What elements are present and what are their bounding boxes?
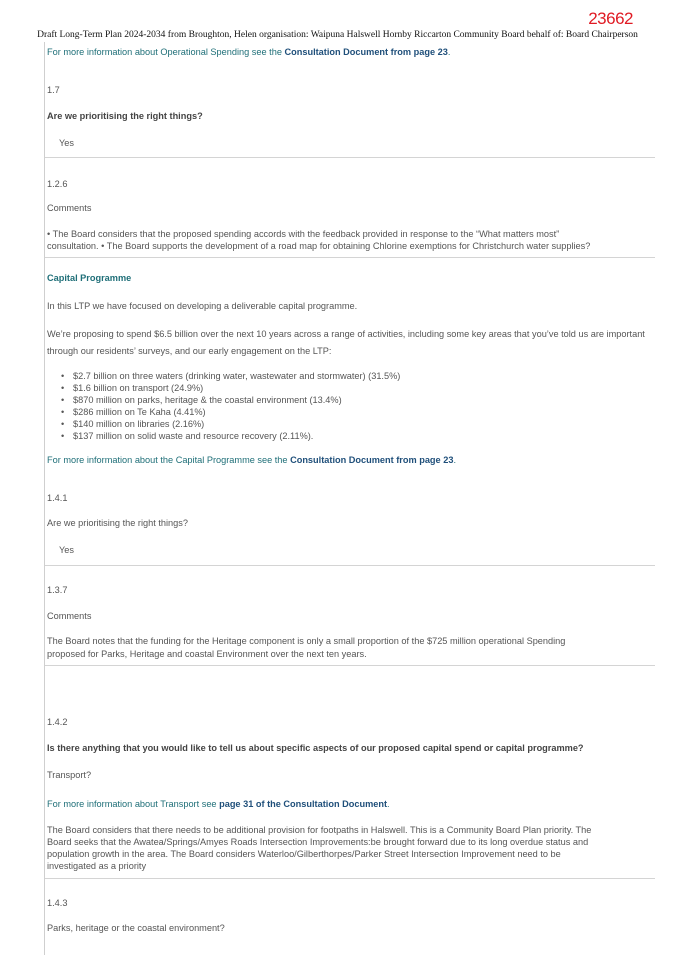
- consultation-document-link[interactable]: Consultation Document from page 23: [290, 455, 454, 465]
- capital-para-line: through our residents’ surveys, and our early engagement on the LTP:: [47, 346, 332, 356]
- response-line: population growth in the area. The Board considers Waterloo/Gilberthorpes/Parker Street Intersection Improvement need to be: [47, 849, 561, 859]
- list-item: • $1.6 billion on transport (24.9%): [61, 382, 400, 394]
- divider: [45, 565, 655, 566]
- question-number: 1.3.7: [47, 585, 68, 595]
- list-item: • $140 million on libraries (2.16%): [61, 418, 400, 430]
- sub-question: Transport?: [47, 770, 92, 780]
- comment-line: The Board notes that the funding for the Heritage component is only a small proportion of the $725 million operational Spending: [47, 636, 566, 646]
- answer-value: Yes: [59, 545, 74, 555]
- divider: [45, 257, 655, 258]
- question-text: Are we prioritising the right things?: [47, 111, 203, 121]
- response-line: The Board considers that there needs to be additional provision for footpaths in Halswell. This is a Community Board Plan priority. The: [47, 825, 592, 835]
- consultation-document-link[interactable]: Consultation Document from page 23: [284, 47, 448, 57]
- capital-para-line: We’re proposing to spend $6.5 billion over the next 10 years across a range of activities, including some key areas that you’ve told us are important: [47, 329, 645, 339]
- list-item: • $870 million on parks, heritage & the coastal environment (13.4%): [61, 394, 400, 406]
- list-item: • $137 million on solid waste and resource recovery (2.11%).: [61, 430, 400, 442]
- capital-spend-list: [61, 370, 400, 442]
- page-number: 23662: [588, 9, 633, 28]
- capital-intro: In this LTP we have focused on developing a deliverable capital programme.: [47, 301, 358, 311]
- list-item: • $286 million on Te Kaha (4.41%): [61, 406, 400, 418]
- question-text: Are we prioritising the right things?: [47, 518, 188, 528]
- question-number: 1.4.3: [47, 898, 68, 908]
- sub-question: Parks, heritage or the coastal environment?: [47, 923, 225, 933]
- question-number: 1.4.2: [47, 717, 68, 727]
- response-line: investigated as a priority: [47, 861, 147, 871]
- section-heading: Capital Programme: [47, 273, 132, 283]
- operational-more-info: For more information about Operational Spending see the Consultation Document from page 23.: [47, 47, 451, 57]
- document-header: Draft Long-Term Plan 2024-2034 from Broughton, Helen organisation: Waipuna Halswell Hornby Riccarton Community Board behalf of: Board Chairperson: [37, 30, 638, 40]
- comments-label: Comments: [47, 203, 92, 213]
- question-number: 1.7: [47, 85, 60, 95]
- list-item: • $2.7 billion on three waters (drinking water, wastewater and stormwater) (31.5%): [61, 370, 400, 382]
- divider: [45, 665, 655, 666]
- question-number: 1.4.1: [47, 493, 68, 503]
- divider: [45, 157, 655, 158]
- comments-label: Comments: [47, 611, 92, 621]
- comment-line: consultation. • The Board supports the development of a road map for obtaining Chlorine exemptions for Christchurch water supplies?: [47, 241, 591, 251]
- capital-more-info: For more information about the Capital Programme see the Consultation Document from page 23.: [47, 455, 456, 465]
- question-text: Is there anything that you would like to tell us about specific aspects of our proposed capital spend or capital programme?: [47, 743, 584, 753]
- comment-line: proposed for Parks, Heritage and coastal Environment over the next ten years.: [47, 649, 367, 659]
- question-number: 1.2.6: [47, 179, 68, 189]
- submission-content: [44, 42, 655, 955]
- answer-value: Yes: [59, 138, 74, 148]
- divider: [45, 878, 655, 879]
- response-line: Board seeks that the Awatea/Springs/Amyes Roads Intersection Improvements:be brought forward due to its long overdue status and: [47, 837, 589, 847]
- consultation-document-link[interactable]: page 31 of the Consultation Document: [219, 799, 388, 809]
- comment-line: • The Board considers that the proposed spending accords with the feedback provided in response to the “What matters most”: [47, 229, 560, 239]
- transport-more-info: For more information about Transport see page 31 of the Consultation Document.: [47, 799, 390, 809]
